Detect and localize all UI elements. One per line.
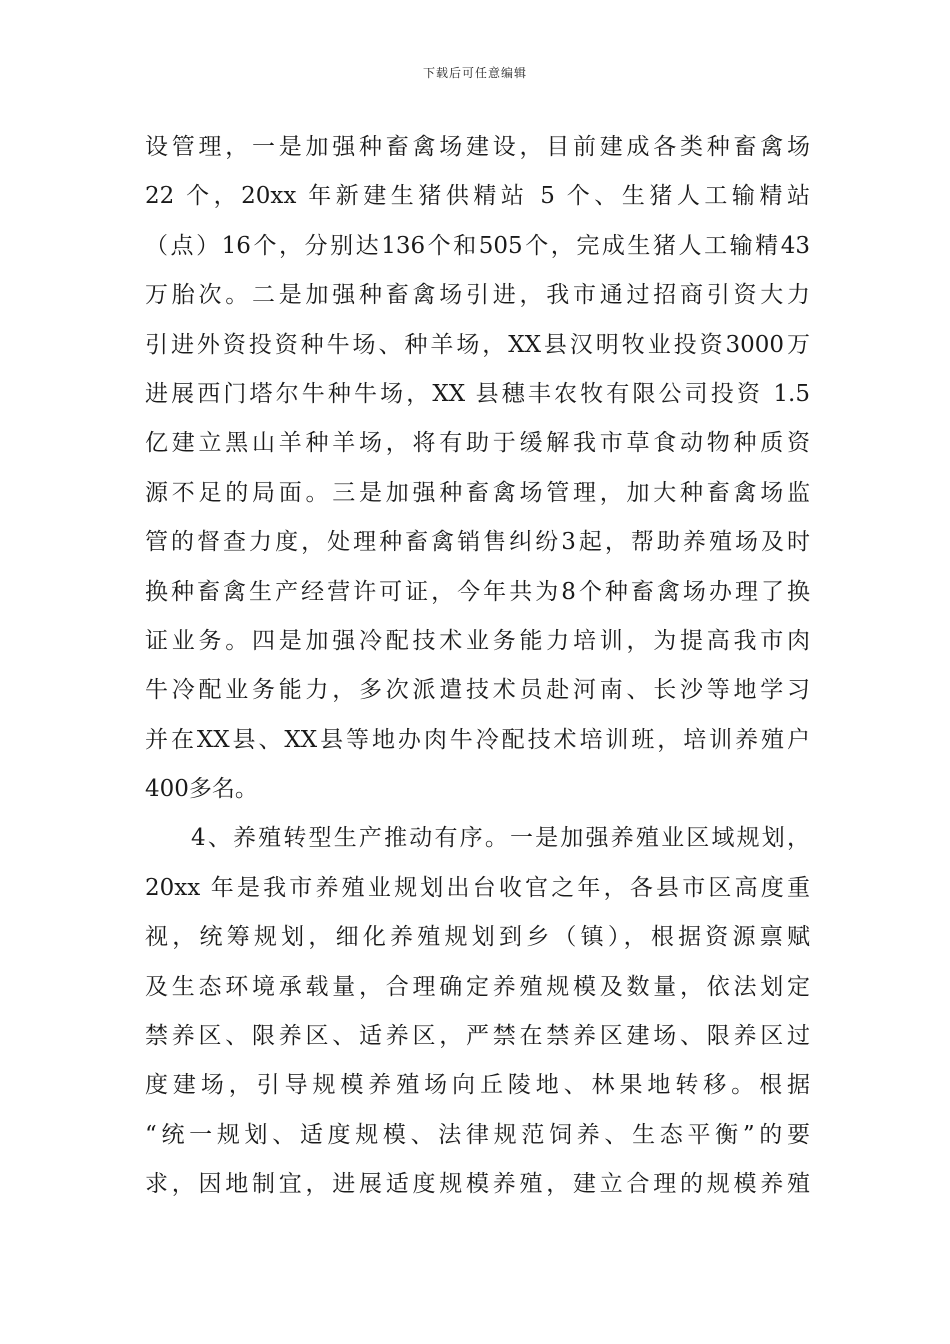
- text-line: 4、养殖转型生产推动有序。一是加强养殖业区域规划，: [191, 825, 810, 852]
- text-line: 400多名。: [145, 776, 258, 803]
- text-line: 视，统筹规划，细化养殖规划到乡（镇），根据资源禀赋: [145, 924, 810, 951]
- paragraph: [145, 814, 810, 1209]
- text-line: 牛冷配业务能力，多次派遣技术员赴河南、长沙等地学习: [145, 677, 810, 704]
- text-line: 求，因地制宜，进展适度规模养殖，建立合理的规模养殖: [145, 1171, 810, 1198]
- text-line: 进展西门塔尔牛种牛场，XX 县穗丰农牧有限公司投资 1.5: [145, 380, 810, 407]
- text-line: 亿建立黑山羊种羊场，将有助于缓解我市草食动物种质资: [145, 430, 810, 457]
- text-line: 禁养区、限养区、适养区，严禁在禁养区建场、限养区过: [145, 1023, 810, 1050]
- text-line: 度建场，引导规模养殖场向丘陵地、林果地转移。根据: [145, 1072, 810, 1099]
- text-line: 万胎次。二是加强种畜禽场引进，我市通过招商引资大力: [145, 282, 810, 309]
- text-line: 设管理，一是加强种畜禽场建设，目前建成各类种畜禽场: [145, 134, 810, 160]
- text-line: 22 个，20xx 年新建生猪供精站 5 个、生猪人工输精站: [145, 183, 810, 210]
- text-line: 并在XX县、XX县等地办肉牛冷配技术培训班，培训养殖户: [145, 726, 810, 753]
- text-line: 及生态环境承载量，合理确定养殖规模及数量，依法划定: [145, 973, 810, 1000]
- text-line: 引进外资投资种牛场、种羊场，XX县汉明牧业投资3000万: [145, 331, 810, 358]
- text-line: 20xx 年是我市养殖业规划出台收官之年，各县市区高度重: [145, 874, 810, 901]
- text-line: 换种畜禽生产经营许可证，今年共为8个种畜禽场办理了换: [145, 578, 810, 605]
- page-header: 下载后可任意编辑: [422, 66, 527, 80]
- text-line: 证业务。四是加强冷配技术业务能力培训，为提高我市肉: [145, 627, 810, 654]
- text-line: （点）16个，分别达136个和505个，完成生猪人工输精43: [145, 232, 810, 259]
- text-line: 管的督查力度，处理种畜禽销售纠纷3起，帮助养殖场及时: [145, 529, 810, 556]
- document-body: [145, 123, 810, 1210]
- paragraph: [145, 123, 810, 814]
- text-line: 源不足的局面。三是加强种畜禽场管理，加大种畜禽场监: [145, 479, 810, 506]
- text-line: “统一规划、适度规模、法律规范饲养、生态平衡”的要: [145, 1121, 810, 1148]
